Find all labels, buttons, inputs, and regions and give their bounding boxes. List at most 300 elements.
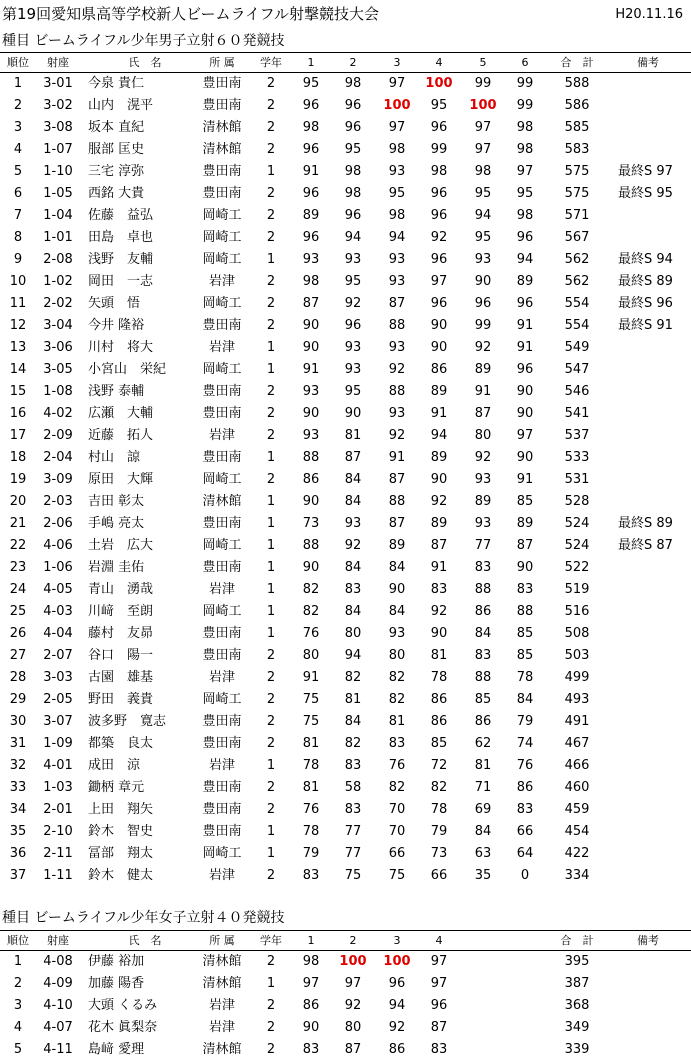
cell-total: 395 [564, 954, 590, 969]
table-row [0, 557, 691, 579]
cell-series-4: 100 [425, 76, 453, 91]
cell-series-1: 81 [302, 780, 320, 795]
cell-grade: 1 [266, 164, 276, 179]
cell-series-2: 93 [344, 340, 362, 355]
cell-series-4: 85 [430, 736, 448, 751]
cell-name: 花木 眞梨奈 [88, 1020, 158, 1035]
cell-series-5: 35 [474, 868, 492, 883]
cell-school: 岡崎工 [202, 846, 242, 861]
cell-rank: 36 [9, 846, 27, 861]
cell-series-3: 100 [383, 98, 411, 113]
cell-lane: 3-04 [43, 318, 73, 333]
cell-rank: 2 [13, 98, 23, 113]
cell-series-1: 79 [302, 846, 320, 861]
cell-series-5: 98 [474, 164, 492, 179]
cell-series-4: 98 [430, 164, 448, 179]
cell-series-4: 90 [430, 340, 448, 355]
cell-series-2: 96 [344, 120, 362, 135]
cell-series-3: 66 [388, 846, 406, 861]
cell-series-6: 90 [516, 384, 534, 399]
cell-series-1: 97 [302, 976, 320, 991]
cell-school: 岡崎工 [202, 230, 242, 245]
table-row [0, 161, 691, 183]
cell-total: 528 [564, 494, 590, 509]
table-row [0, 491, 691, 513]
cell-rank: 31 [9, 736, 27, 751]
cell-name: 矢頭 悟 [88, 296, 141, 311]
cell-series-1: 73 [302, 516, 320, 531]
cell-rank: 4 [13, 1020, 23, 1035]
cell-series-1: 90 [302, 406, 320, 421]
header-grade: 学年 [260, 934, 282, 947]
cell-school: 清林館 [202, 1042, 242, 1057]
header-series-6: 6 [521, 56, 529, 69]
cell-series-6: 99 [516, 76, 534, 91]
cell-series-4: 99 [430, 142, 448, 157]
cell-lane: 4-01 [43, 758, 73, 773]
cell-series-3: 84 [388, 560, 406, 575]
cell-series-2: 93 [344, 516, 362, 531]
cell-total: 460 [564, 780, 590, 795]
cell-school: 清林館 [202, 494, 242, 509]
cell-lane: 1-02 [43, 274, 73, 289]
cell-series-1: 80 [302, 648, 320, 663]
cell-series-2: 58 [344, 780, 362, 795]
cell-name: 都築 良太 [88, 736, 154, 751]
cell-series-6: 95 [516, 186, 534, 201]
cell-series-6: 85 [516, 626, 534, 641]
cell-total: 562 [564, 252, 590, 267]
cell-name: 村山 諒 [88, 450, 141, 465]
cell-total: 493 [564, 692, 590, 707]
header-series-2: 2 [349, 56, 357, 69]
cell-series-4: 79 [430, 824, 448, 839]
cell-series-6: 96 [516, 230, 534, 245]
cell-series-6: 98 [516, 208, 534, 223]
cell-series-5: 92 [474, 340, 492, 355]
header-rank: 順位 [7, 934, 29, 947]
cell-series-4: 83 [430, 1042, 448, 1057]
cell-series-1: 78 [302, 758, 320, 773]
cell-series-4: 90 [430, 472, 448, 487]
cell-series-5: 81 [474, 758, 492, 773]
cell-school: 豊田南 [202, 186, 242, 201]
cell-school: 豊田南 [202, 824, 242, 839]
cell-lane: 2-10 [43, 824, 73, 839]
cell-series-4: 96 [430, 296, 448, 311]
table-row [0, 951, 691, 973]
cell-series-3: 92 [388, 1020, 406, 1035]
cell-name: 成田 涼 [88, 758, 141, 773]
cell-series-5: 93 [474, 472, 492, 487]
cell-series-6: 91 [516, 472, 534, 487]
cell-remarks: 最終S 91 [618, 318, 673, 333]
cell-school: 豊田南 [202, 560, 242, 575]
table-row [0, 513, 691, 535]
table-row [0, 447, 691, 469]
table-row [0, 205, 691, 227]
cell-rank: 4 [13, 142, 23, 157]
header-top-rule [0, 930, 691, 931]
cell-series-5: 95 [474, 230, 492, 245]
cell-rank: 37 [9, 868, 27, 883]
cell-grade: 1 [266, 604, 276, 619]
cell-lane: 1-06 [43, 560, 73, 575]
cell-total: 339 [564, 1042, 590, 1057]
cell-series-1: 88 [302, 450, 320, 465]
cell-grade: 2 [266, 736, 276, 751]
cell-series-6: 89 [516, 274, 534, 289]
cell-rank: 35 [9, 824, 27, 839]
cell-series-2: 98 [344, 186, 362, 201]
section-title-boys: 種目 ビームライフル少年男子立射６０発競技 [2, 33, 285, 49]
cell-series-4: 91 [430, 560, 448, 575]
cell-name: 鈴木 智史 [88, 824, 154, 839]
table-row [0, 995, 691, 1017]
cell-name: 川村 将大 [88, 340, 154, 355]
cell-series-2: 84 [344, 714, 362, 729]
cell-series-2: 84 [344, 472, 362, 487]
cell-series-1: 93 [302, 252, 320, 267]
cell-total: 531 [564, 472, 590, 487]
cell-rank: 22 [9, 538, 27, 553]
cell-series-5: 89 [474, 362, 492, 377]
cell-lane: 4-02 [43, 406, 73, 421]
cell-school: 豊田南 [202, 98, 242, 113]
cell-series-5: 86 [474, 604, 492, 619]
table-header [0, 52, 691, 73]
cell-lane: 3-06 [43, 340, 73, 355]
cell-grade: 2 [266, 406, 276, 421]
table-row [0, 271, 691, 293]
cell-series-1: 90 [302, 340, 320, 355]
header-school: 所 属 [209, 56, 235, 69]
header-name: 氏 名 [128, 934, 162, 947]
table-row [0, 645, 691, 667]
cell-total: 519 [564, 582, 590, 597]
table-row [0, 249, 691, 271]
cell-rank: 1 [13, 954, 23, 969]
cell-series-5: 89 [474, 494, 492, 509]
cell-series-3: 75 [388, 868, 406, 883]
cell-series-6: 98 [516, 142, 534, 157]
cell-rank: 26 [9, 626, 27, 641]
cell-series-1: 96 [302, 98, 320, 113]
cell-total: 554 [564, 318, 590, 333]
cell-total: 349 [564, 1020, 590, 1035]
cell-series-4: 86 [430, 692, 448, 707]
table-row [0, 337, 691, 359]
cell-series-6: 0 [520, 868, 530, 883]
cell-series-5: 88 [474, 582, 492, 597]
cell-series-6: 86 [516, 780, 534, 795]
cell-series-3: 87 [388, 516, 406, 531]
cell-school: 岡崎工 [202, 472, 242, 487]
cell-series-6: 97 [516, 428, 534, 443]
cell-total: 554 [564, 296, 590, 311]
cell-lane: 1-04 [43, 208, 73, 223]
cell-series-5: 92 [474, 450, 492, 465]
cell-rank: 5 [13, 1042, 23, 1057]
cell-series-2: 95 [344, 384, 362, 399]
cell-name: 青山 湧哉 [88, 582, 154, 597]
cell-name: 近藤 拓人 [88, 428, 154, 443]
cell-series-1: 86 [302, 998, 320, 1013]
cell-lane: 2-09 [43, 428, 73, 443]
cell-series-1: 76 [302, 626, 320, 641]
cell-series-5: 94 [474, 208, 492, 223]
cell-lane: 4-05 [43, 582, 73, 597]
header-lane: 射座 [47, 934, 69, 947]
cell-school: 豊田南 [202, 164, 242, 179]
cell-rank: 5 [13, 164, 23, 179]
cell-name: 谷口 陽一 [88, 648, 154, 663]
cell-series-4: 97 [430, 954, 448, 969]
cell-rank: 9 [13, 252, 23, 267]
cell-school: 豊田南 [202, 736, 242, 751]
cell-school: 岡崎工 [202, 692, 242, 707]
cell-school: 岡崎工 [202, 296, 242, 311]
cell-series-6: 91 [516, 340, 534, 355]
cell-grade: 2 [266, 998, 276, 1013]
cell-grade: 1 [266, 758, 276, 773]
cell-total: 524 [564, 538, 590, 553]
cell-series-1: 75 [302, 714, 320, 729]
cell-name: 波多野 寛志 [88, 714, 167, 729]
cell-total: 585 [564, 120, 590, 135]
cell-series-5: 84 [474, 824, 492, 839]
cell-total: 562 [564, 274, 590, 289]
cell-school: 岩津 [208, 428, 235, 443]
cell-series-4: 97 [430, 274, 448, 289]
cell-series-6: 89 [516, 516, 534, 531]
cell-series-5: 88 [474, 670, 492, 685]
cell-series-2: 94 [344, 648, 362, 663]
cell-series-2: 80 [344, 626, 362, 641]
cell-series-1: 96 [302, 230, 320, 245]
cell-series-1: 96 [302, 142, 320, 157]
cell-series-6: 84 [516, 692, 534, 707]
cell-lane: 3-01 [43, 76, 73, 91]
cell-series-3: 84 [388, 604, 406, 619]
header-series-3: 3 [393, 56, 401, 69]
cell-name: 田島 卓也 [88, 230, 154, 245]
cell-series-3: 98 [388, 142, 406, 157]
cell-series-1: 88 [302, 538, 320, 553]
results-table-girls [0, 930, 691, 1061]
cell-series-2: 96 [344, 318, 362, 333]
cell-total: 368 [564, 998, 590, 1013]
cell-grade: 2 [266, 296, 276, 311]
cell-series-5: 99 [474, 318, 492, 333]
cell-series-5: 96 [474, 296, 492, 311]
cell-rank: 24 [9, 582, 27, 597]
cell-school: 岩津 [208, 582, 235, 597]
cell-series-3: 97 [388, 120, 406, 135]
section-title-girls: 種目 ビームライフル少年女子立射４０発競技 [2, 910, 285, 926]
cell-series-3: 81 [388, 714, 406, 729]
cell-series-6: 64 [516, 846, 534, 861]
cell-remarks: 最終S 89 [618, 274, 673, 289]
cell-series-2: 87 [344, 450, 362, 465]
table-row [0, 117, 691, 139]
cell-series-2: 98 [344, 164, 362, 179]
cell-lane: 3-08 [43, 120, 73, 135]
cell-rank: 19 [9, 472, 27, 487]
cell-series-1: 95 [302, 76, 320, 91]
cell-rank: 8 [13, 230, 23, 245]
cell-series-2: 77 [344, 824, 362, 839]
cell-school: 清林館 [202, 120, 242, 135]
cell-name: 鋤柄 章元 [88, 780, 145, 795]
cell-remarks: 最終S 96 [618, 296, 673, 311]
cell-series-1: 90 [302, 1020, 320, 1035]
cell-lane: 2-11 [43, 846, 73, 861]
cell-name: 手嶋 亮太 [88, 516, 145, 531]
cell-name: 浅野 友輔 [88, 252, 154, 267]
cell-lane: 4-10 [43, 998, 73, 1013]
table-row [0, 623, 691, 645]
cell-lane: 1-01 [43, 230, 73, 245]
cell-series-2: 98 [344, 76, 362, 91]
cell-series-4: 95 [430, 98, 448, 113]
cell-grade: 2 [266, 954, 276, 969]
cell-series-3: 97 [388, 76, 406, 91]
cell-rank: 34 [9, 802, 27, 817]
cell-series-2: 96 [344, 98, 362, 113]
cell-rank: 20 [9, 494, 27, 509]
cell-series-5: 69 [474, 802, 492, 817]
cell-series-4: 96 [430, 208, 448, 223]
header-remarks: 備考 [637, 56, 659, 69]
header-school: 所 属 [209, 934, 235, 947]
cell-lane: 2-01 [43, 802, 73, 817]
cell-total: 454 [564, 824, 590, 839]
cell-rank: 25 [9, 604, 27, 619]
cell-series-4: 81 [430, 648, 448, 663]
cell-grade: 2 [266, 76, 276, 91]
cell-series-4: 97 [430, 976, 448, 991]
cell-school: 豊田南 [202, 450, 242, 465]
cell-remarks: 最終S 89 [618, 516, 673, 531]
cell-total: 499 [564, 670, 590, 685]
cell-school: 豊田南 [202, 76, 242, 91]
cell-series-3: 100 [383, 954, 411, 969]
table-row [0, 293, 691, 315]
cell-series-5: 83 [474, 648, 492, 663]
cell-series-3: 98 [388, 208, 406, 223]
cell-lane: 4-06 [43, 538, 73, 553]
cell-series-5: 84 [474, 626, 492, 641]
cell-name: 川﨑 至朗 [88, 604, 154, 619]
cell-rank: 33 [9, 780, 27, 795]
cell-series-6: 99 [516, 98, 534, 113]
header-series-1: 1 [307, 56, 315, 69]
cell-series-5: 90 [474, 274, 492, 289]
cell-series-1: 83 [302, 868, 320, 883]
cell-total: 459 [564, 802, 590, 817]
cell-school: 清林館 [202, 954, 242, 969]
header-top-rule [0, 52, 691, 53]
cell-grade: 2 [266, 208, 276, 223]
cell-series-5: 80 [474, 428, 492, 443]
cell-series-4: 86 [430, 714, 448, 729]
cell-total: 334 [564, 868, 590, 883]
cell-series-4: 90 [430, 626, 448, 641]
cell-series-6: 83 [516, 582, 534, 597]
cell-series-6: 94 [516, 252, 534, 267]
table-row [0, 1017, 691, 1039]
cell-grade: 1 [266, 252, 276, 267]
cell-school: 岡崎工 [202, 252, 242, 267]
cell-series-6: 87 [516, 538, 534, 553]
cell-grade: 2 [266, 1042, 276, 1057]
cell-school: 岡崎工 [202, 604, 242, 619]
table-row [0, 139, 691, 161]
cell-series-5: 86 [474, 714, 492, 729]
cell-total: 466 [564, 758, 590, 773]
cell-series-4: 66 [430, 868, 448, 883]
cell-name: 西銘 大貴 [88, 186, 145, 201]
cell-school: 岡崎工 [202, 538, 242, 553]
cell-lane: 2-02 [43, 296, 73, 311]
cell-name: 服部 匡史 [88, 142, 145, 157]
cell-school: 豊田南 [202, 780, 242, 795]
cell-series-3: 82 [388, 670, 406, 685]
table-row [0, 973, 691, 995]
header-total: 合 計 [560, 56, 594, 69]
header-series-4: 4 [435, 934, 443, 947]
cell-grade: 2 [266, 868, 276, 883]
cell-series-4: 96 [430, 998, 448, 1013]
cell-total: 588 [564, 76, 590, 91]
cell-grade: 2 [266, 98, 276, 113]
table-row [0, 469, 691, 491]
cell-series-3: 82 [388, 780, 406, 795]
cell-total: 524 [564, 516, 590, 531]
cell-series-6: 97 [516, 164, 534, 179]
cell-school: 岩津 [208, 868, 235, 883]
cell-name: 今泉 貴仁 [88, 76, 145, 91]
cell-lane: 1-08 [43, 384, 73, 399]
cell-rank: 30 [9, 714, 27, 729]
cell-lane: 4-04 [43, 626, 73, 641]
cell-series-2: 80 [344, 1020, 362, 1035]
cell-lane: 2-05 [43, 692, 73, 707]
cell-school: 豊田南 [202, 384, 242, 399]
cell-grade: 1 [266, 494, 276, 509]
table-row [0, 799, 691, 821]
cell-total: 567 [564, 230, 590, 245]
cell-grade: 2 [266, 274, 276, 289]
cell-grade: 2 [266, 142, 276, 157]
table-row [0, 425, 691, 447]
cell-grade: 2 [266, 648, 276, 663]
cell-rank: 16 [9, 406, 27, 421]
cell-series-4: 87 [430, 538, 448, 553]
cell-school: 豊田南 [202, 318, 242, 333]
cell-series-1: 82 [302, 582, 320, 597]
cell-series-5: 63 [474, 846, 492, 861]
table-row [0, 865, 691, 887]
cell-name: 大頭 くるみ [88, 998, 158, 1013]
cell-rank: 14 [9, 362, 27, 377]
cell-series-2: 93 [344, 362, 362, 377]
cell-rank: 6 [13, 186, 23, 201]
cell-remarks: 最終S 94 [618, 252, 673, 267]
cell-series-2: 84 [344, 604, 362, 619]
cell-series-3: 91 [388, 450, 406, 465]
